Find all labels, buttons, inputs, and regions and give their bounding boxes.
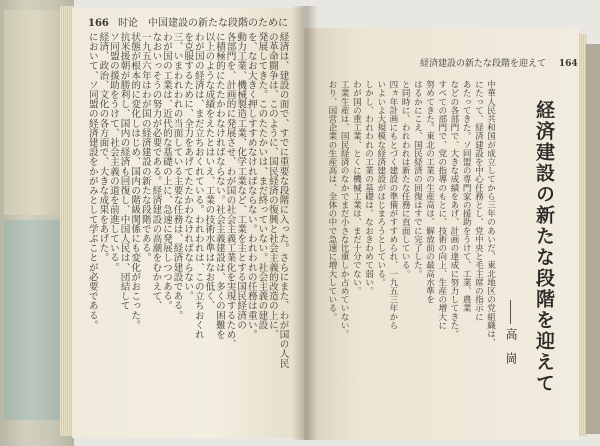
- right-running-head: [420, 56, 578, 72]
- text-column: わが国の重工業、とくに機械工業は、まだ十分でない。: [351, 80, 362, 295]
- text-column: しかし、われわれの工業の基礎は、なおきわめて弱い。: [363, 80, 374, 295]
- text-column: はるかにこえ、国民経済の回復はすでに完了した。: [412, 80, 423, 278]
- left-running-head: [88, 14, 288, 32]
- text-column: 四ヵ年計画にもとづく建設の準備がすすめられ、一九五三年から: [387, 80, 398, 330]
- text-column: にたって、経済建設を中心任務とし、党中央と毛主席の指示に: [473, 80, 484, 321]
- author-name: 高 崗: [504, 327, 518, 364]
- author-dash: ――: [504, 300, 518, 324]
- text-column: を克服するために、全力をあげてたたかわなければならない。: [182, 32, 194, 301]
- text-column: 中華人民共和国が成立してから三年のあいだ、東北地区の党組織は、: [485, 80, 496, 347]
- article-author: [500, 300, 520, 400]
- text-column: あたってきた。ソ同盟の専門家の援助をうけて、工業、農業: [461, 80, 472, 313]
- text-column: などの各部門で、大きな成績をあげ、計画の達成に努力してきた。: [448, 80, 459, 338]
- text-column: に積極的にたたかわなければならない。社会主義建設は、多くの困難を: [213, 32, 225, 340]
- text-column: 経済、政治、文化の各方面で、大きな成果をあげた。: [97, 32, 109, 263]
- text-column: すべての部門で、党の指導のもとに、技術の向上、生産の増大に: [436, 80, 447, 330]
- text-column: 経済は、建設の面で、すでに重要な段階に入った。さらにまた、わが国の人民: [277, 32, 289, 368]
- text-column: 以上のような成績をえたとはいえ、工業の技術水準はなお低く、: [203, 32, 215, 311]
- back-cover: [586, 44, 600, 434]
- text-column: 一九五六年はわが国の経済建設の新たな段階である。: [139, 32, 151, 263]
- book-gutter: [292, 6, 318, 440]
- text-column: 各部門を、計画的に発展させ、わが国の社会主義工業化を実現するため、: [224, 32, 236, 349]
- left-page-number: 166: [88, 18, 109, 29]
- text-column: おり、国営企業の生産高は、全体の中で急速に増大している。: [326, 80, 337, 321]
- text-column: ソ同盟の援助をうけて、社会主義の道を前進している。: [107, 32, 119, 272]
- right-page-number: 164: [558, 59, 578, 69]
- cover-band: [4, 220, 62, 420]
- text-column: と同時に、われわれは新たな任務に直面している。: [400, 80, 411, 278]
- text-column: なおいっそうの努力が必要である。経済建設の高潮をむかえて、: [150, 32, 162, 311]
- text-column: の革命闘争は、このように、国民経済の復興と社会主義的改造の上に、: [266, 32, 278, 340]
- cover-cloth: [4, 10, 62, 215]
- text-column: 工業生産は、国民経済のなかでまだ小さな比重しか占めていない。: [339, 80, 350, 338]
- text-column: わが国の経済は、まだ立ちおくれている。われわれは、この立ちおくれ: [192, 32, 204, 340]
- text-column: 努めてきた。東北の工業の生産高は、解放前の最高水準を: [424, 80, 435, 304]
- text-column: において、ソ同盟の経済建設をかがみとして学ぶことが必要である。: [86, 32, 98, 330]
- text-column: 抗米援朝が勝利し、国内の経済も回復し、中国人民は、団結して: [118, 32, 130, 311]
- text-column: 三、いまわれわれの当面している主要な任務は、経済建設である。: [171, 32, 183, 320]
- right-running-head-text: 経済建設の新たな段階を迎えて: [420, 59, 547, 69]
- text-column: わが国の工業は、近代的な基礎の上に、急速に発展しつつある。: [160, 32, 172, 311]
- text-column: 動力工業、機械製造工業、化学工業など、工業を主とする国民経済の: [235, 32, 247, 330]
- article-title: 経済建設の新たな段階を迎えて: [533, 100, 555, 394]
- left-running-head-text: 时论 中国建設の新たな段階のために: [118, 18, 289, 29]
- text-column: 発展してきた。このたたかいは、まだ終っていない。社会主義の建設: [256, 32, 268, 330]
- text-column: を、なお大きく押しすすめなければならない。われわれの任務は重い。: [245, 32, 257, 340]
- text-column: 状態が根本的に変化しはじめ、国内の階級関係にも変化がおこった。: [129, 32, 141, 330]
- text-column: いよいよ大規模な経済建設がはじまろうとしている。: [375, 80, 386, 287]
